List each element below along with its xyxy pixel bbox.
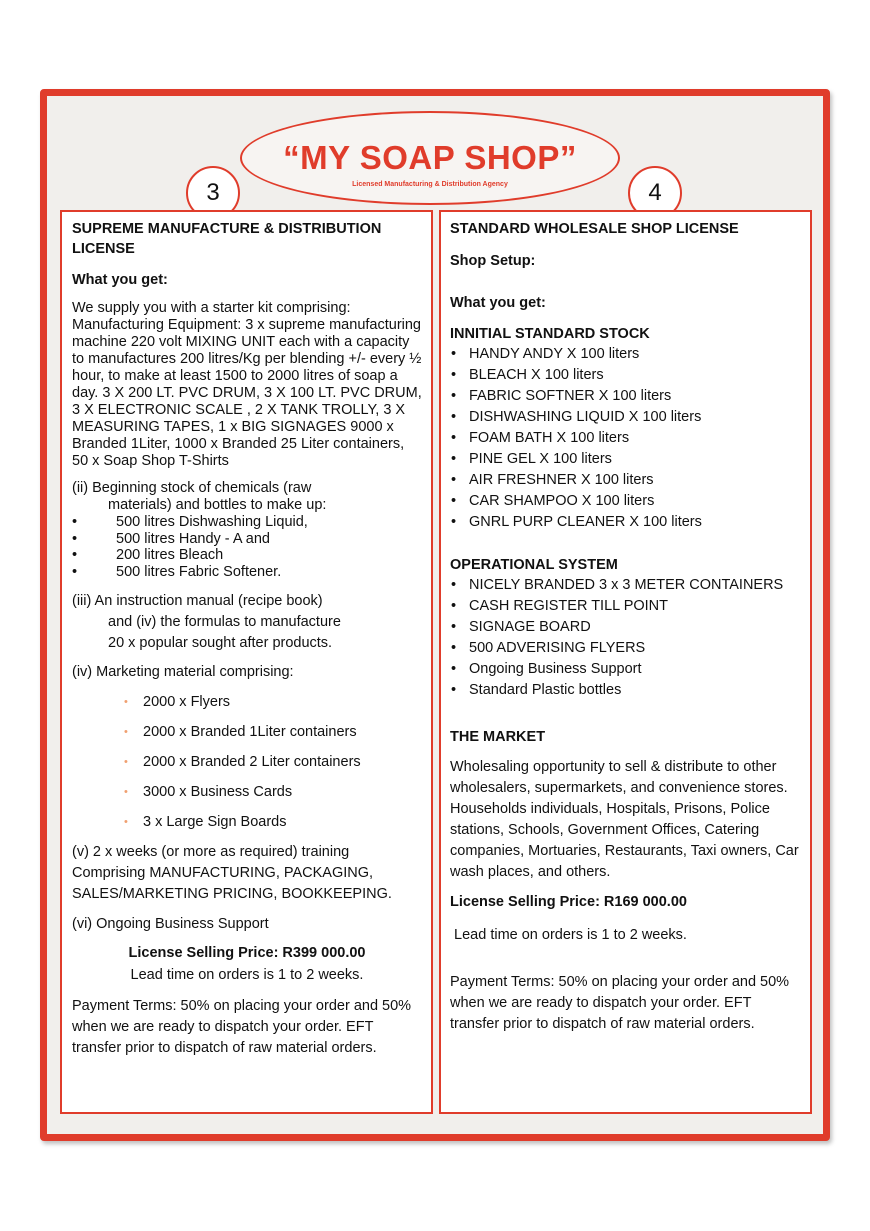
list-item: • 500 litres Handy - A and: [72, 531, 422, 548]
marketing-list: [72, 692, 422, 832]
list-item: • AIR FRESHNER X 100 liters: [450, 470, 801, 491]
operational-heading: OPERATIONAL SYSTEM: [450, 557, 618, 573]
wholesale-title: STANDARD WHOLESALE SHOP LICENSE: [450, 221, 739, 237]
list-item: • 2000 x Branded 1Liter containers: [72, 722, 422, 742]
manual-line2: and (iv) the formulas to manufacture: [108, 614, 341, 630]
list-item: • 500 litres Dishwashing Liquid,: [72, 514, 422, 531]
list-item: • 200 litres Bleach: [72, 547, 422, 564]
list-item: • 500 litres Fabric Softener.: [72, 564, 422, 581]
supreme-license-panel: [60, 210, 433, 1114]
list-item: • GNRL PURP CLEANER X 100 liters: [450, 512, 801, 533]
list-item: • 500 ADVERISING FLYERS: [450, 638, 801, 659]
list-item: • CASH REGISTER TILL POINT: [450, 596, 801, 617]
list-item: • CAR SHAMPOO X 100 liters: [450, 491, 801, 512]
starter-kit-text: We supply you with a starter kit comprising: Manufacturing Equipment: 3 x supreme manufacturing machine 220 volt MIXING UNIT each with a capacity to manufactures 200 litres/Kg per blending +/- every ½ hour, to make at least 1500 to 2000 litres of soap a day. 3 X 200 LT. PVC DRUM, 3 X 100 LT. PVC DRUM, 3 X ELECTRONIC SCALE , 2 X TANK TROLLY, 3 X MEASURING TAPES, 1 x BIG SIGNAGES 9000 x Branded 1Liter, 1000 x Branded 25 Liter containers, 50 x Soap Shop T-Shirts: [72, 300, 422, 469]
list-item: • FABRIC SOFTNER X 100 liters: [450, 386, 801, 407]
market-heading: THE MARKET: [450, 729, 546, 745]
list-item: • Ongoing Business Support: [450, 659, 801, 680]
logo-title: “MY SOAP SHOP”: [283, 139, 577, 176]
supreme-lead-time: Lead time on orders is 1 to 2 weeks.: [130, 967, 364, 983]
stock-heading: INNITIAL STANDARD STOCK: [450, 326, 650, 342]
training-text: (v) 2 x weeks (or more as required) training Comprising MANUFACTURING, PACKAGING, SALES/MARKETING PRICING, BOOKKEEPING.: [72, 844, 392, 902]
wholesale-lead-time: Lead time on orders is 1 to 2 weeks.: [450, 927, 687, 943]
license-number-badge-left: 3: [186, 166, 240, 220]
list-item: • 3 x Large Sign Boards: [72, 812, 422, 832]
list-item: • 2000 x Branded 2 Liter containers: [72, 752, 422, 772]
what-you-get-heading: What you get:: [450, 295, 546, 311]
marketing-heading: (iv) Marketing material comprising:: [72, 664, 294, 680]
license-number-badge-right: 4: [628, 166, 682, 220]
manual-line3: 20 x popular sought after products.: [108, 635, 333, 651]
manual-line1: (iii) An instruction manual (recipe book): [72, 593, 323, 609]
supreme-title-line2: LICENSE: [72, 241, 135, 257]
support-text: (vi) Ongoing Business Support: [72, 916, 269, 932]
list-item: • NICELY BRANDED 3 x 3 METER CONTAINERS: [450, 575, 801, 596]
chemicals-intro-line2: materials) and bottles to make up:: [108, 497, 327, 513]
list-item: • 3000 x Business Cards: [72, 782, 422, 802]
list-item: • 2000 x Flyers: [72, 692, 422, 712]
list-item: • HANDY ANDY X 100 liters: [450, 344, 801, 365]
wholesale-price: License Selling Price: R169 000.00: [450, 894, 687, 910]
list-item: • FOAM BATH X 100 liters: [450, 428, 801, 449]
wholesale-license-panel: [439, 210, 812, 1114]
chemicals-list: [72, 514, 422, 580]
list-item: • SIGNAGE BOARD: [450, 617, 801, 638]
list-item: • Standard Plastic bottles: [450, 680, 801, 701]
list-item: • PINE GEL X 100 liters: [450, 449, 801, 470]
stock-list: [450, 344, 801, 533]
shop-setup-heading: Shop Setup:: [450, 253, 536, 269]
brand-logo: [240, 111, 620, 205]
supreme-title-line1: SUPREME MANUFACTURE & DISTRIBUTION: [72, 221, 382, 237]
what-you-get-heading: What you get:: [72, 272, 168, 288]
chemicals-intro-line1: (ii) Beginning stock of chemicals (raw: [72, 480, 312, 496]
market-text: Wholesaling opportunity to sell & distribute to other wholesalers, supermarkets, and convenience stores. Households individuals, Hospitals, Prisons, Police stations, Schools, Government Offices, Catering companies, Mortuaries, Restaurants, Taxi owners, Car wash places, and others.: [450, 759, 799, 880]
supreme-payment-terms: Payment Terms: 50% on placing your order and 50% when we are ready to dispatch your order. EFT transfer prior to dispatch of raw material orders.: [72, 998, 412, 1056]
wholesale-payment-terms: Payment Terms: 50% on placing your order and 50% when we are ready to dispatch your order. EFT transfer prior to dispatch of raw material orders.: [450, 974, 790, 1032]
list-item: • BLEACH X 100 liters: [450, 365, 801, 386]
list-item: • DISHWASHING LIQUID X 100 liters: [450, 407, 801, 428]
operational-list: [450, 575, 801, 701]
logo-subtitle: Licensed Manufacturing & Distribution Agency: [352, 181, 508, 188]
supreme-price: License Selling Price: R399 000.00: [128, 945, 366, 961]
